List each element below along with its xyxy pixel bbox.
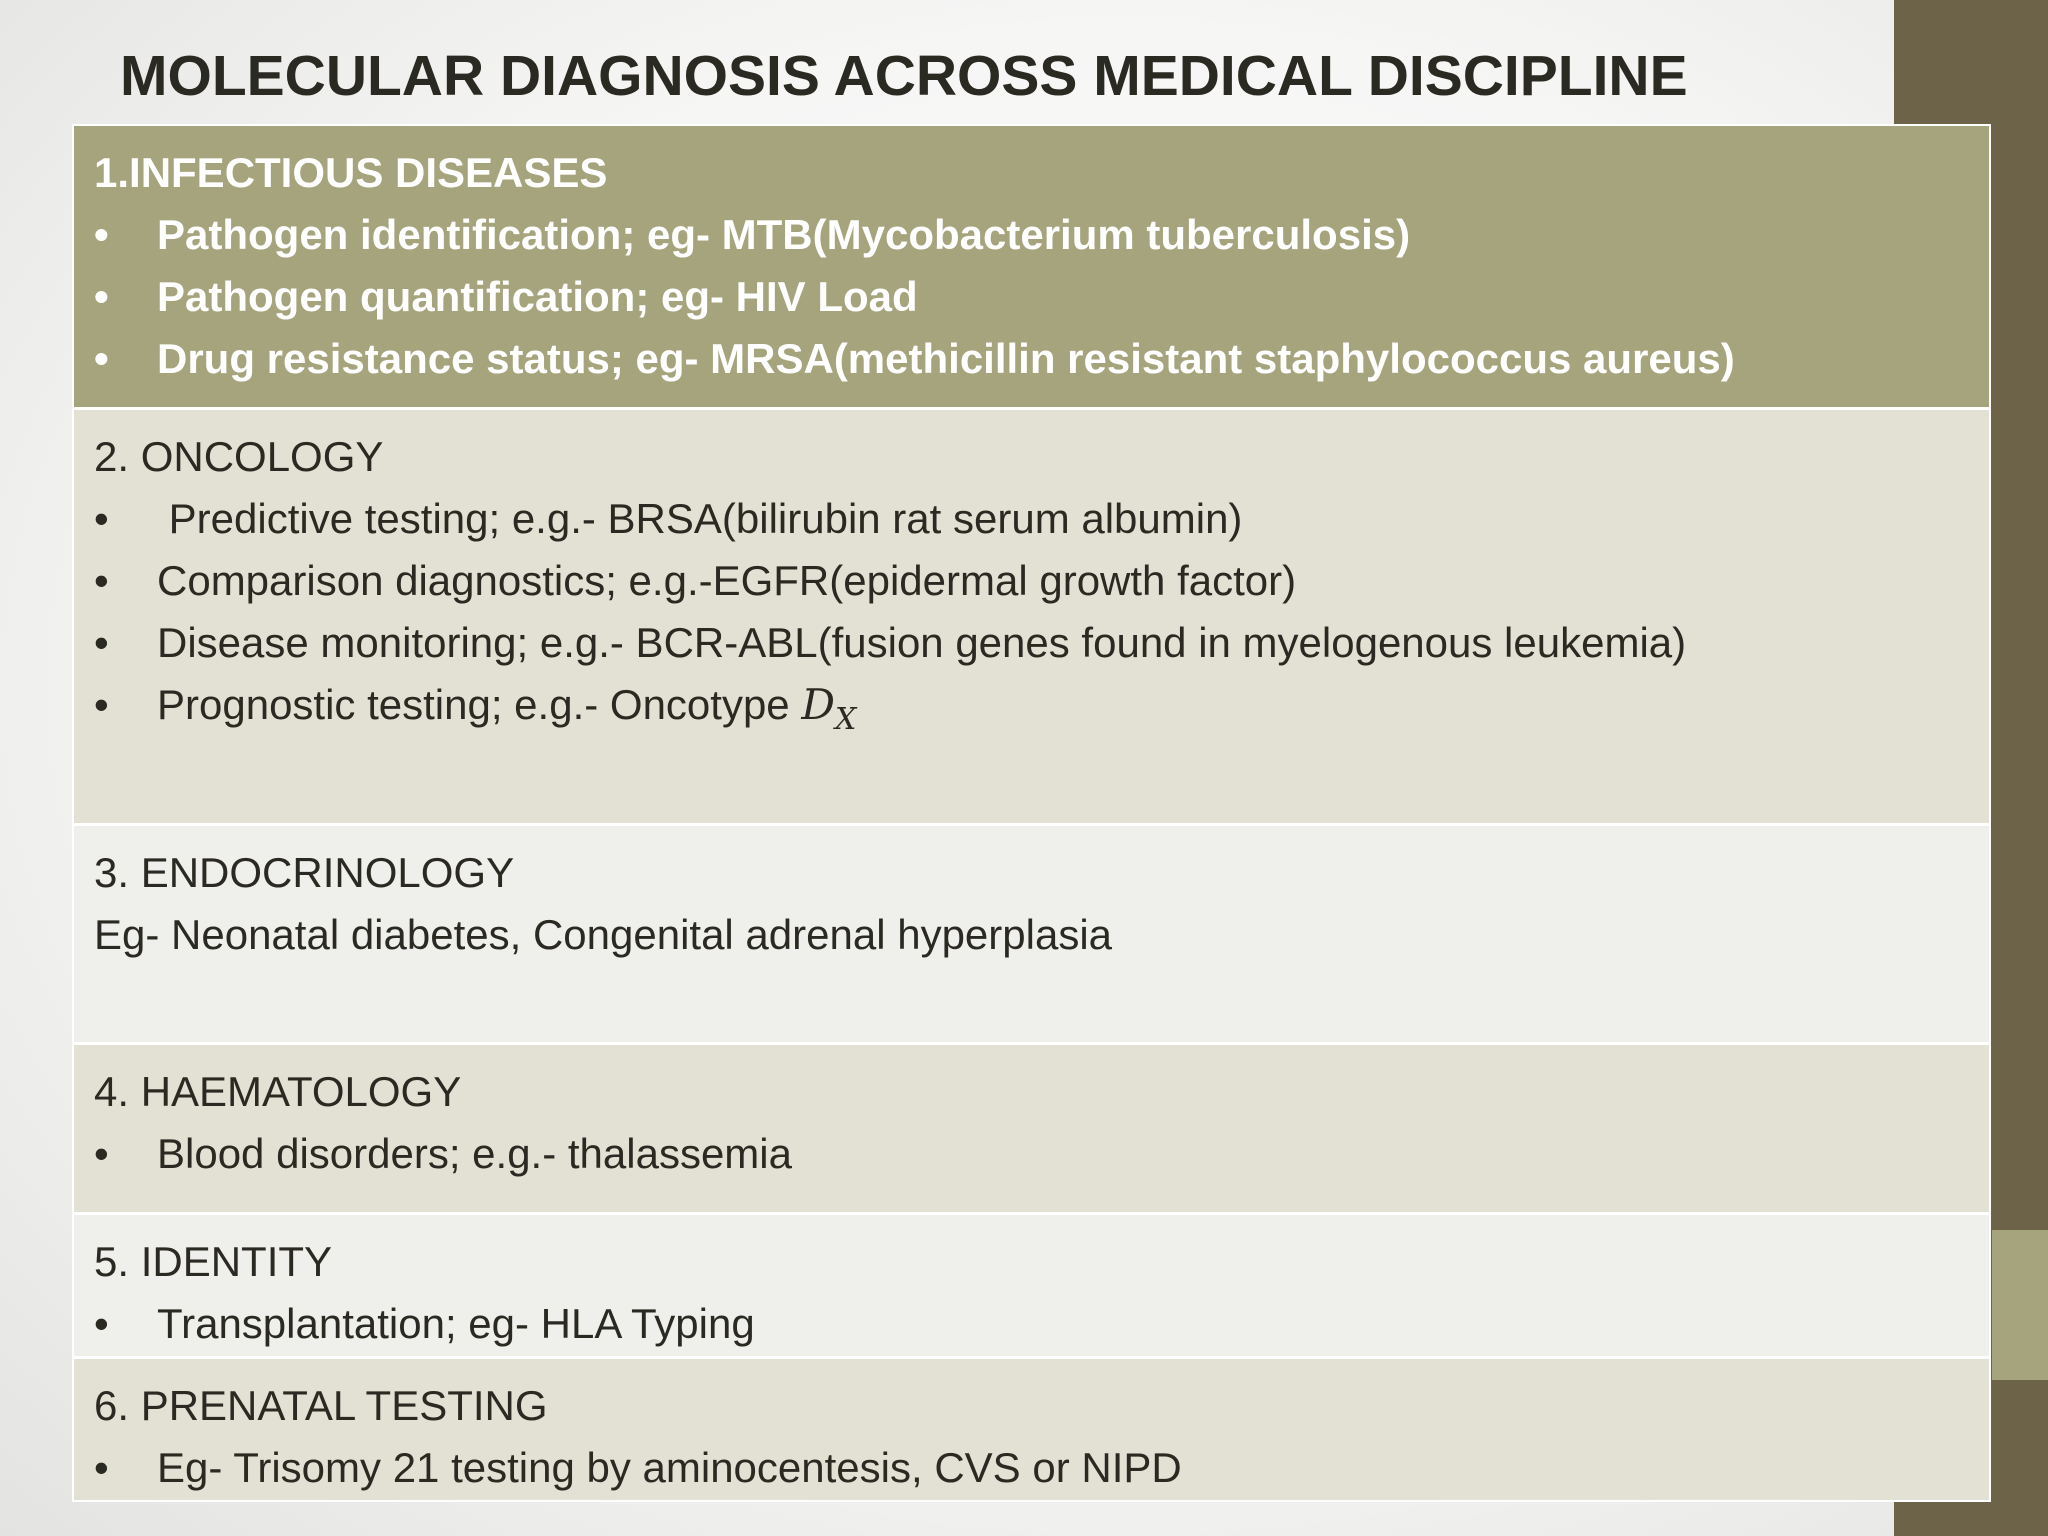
- row-heading: 5. IDENTITY: [94, 1238, 333, 1285]
- bullet-marker: •: [94, 211, 109, 258]
- list-item-text: Comparison diagnostics; e.g.-EGFR(epidermal growth factor): [157, 557, 1297, 604]
- list-item-text: Predictive testing; e.g.- BRSA(bilirubin rat serum albumin): [157, 495, 1243, 542]
- list-item-text: Eg- Trisomy 21 testing by aminocentesis, CVS or NIPD: [157, 1444, 1182, 1491]
- row-prenatal-testing: [74, 1356, 1989, 1500]
- row-endocrinology: [74, 823, 1989, 1042]
- discipline-table: [72, 124, 1991, 1502]
- row-haematology: [74, 1042, 1989, 1212]
- bullet-marker: •: [94, 1444, 109, 1491]
- oncotype-math-symbol: [801, 680, 857, 737]
- bullet-marker: •: [94, 681, 109, 728]
- list-item: [94, 204, 1969, 266]
- list-item: [94, 674, 1969, 736]
- row-heading: 1.INFECTIOUS DISEASES: [94, 149, 608, 196]
- row-heading: 2. ONCOLOGY: [94, 433, 384, 480]
- list-item: [94, 612, 1969, 674]
- row-heading: 3. ENDOCRINOLOGY: [94, 849, 515, 896]
- math-base: D: [801, 680, 836, 729]
- list-item-text: Drug resistance status; eg- MRSA(methicillin resistant staphylococcus aureus): [157, 335, 1735, 382]
- row-identity: [74, 1212, 1989, 1356]
- list-item: [94, 328, 1969, 390]
- list-item-text: Transplantation; eg- HLA Typing: [157, 1300, 755, 1347]
- slide-title: MOLECULAR DIAGNOSIS ACROSS MEDICAL DISCIPLINE: [120, 44, 1688, 108]
- bullet-marker: •: [94, 619, 109, 666]
- list-item-text: Blood disorders; e.g.- thalassemia: [157, 1130, 792, 1177]
- bullet-marker: •: [94, 557, 109, 604]
- list-item-text-prefix: Prognostic testing; e.g.- Oncotype: [157, 681, 802, 728]
- bullet-marker: •: [94, 1130, 109, 1177]
- row-heading: 6. PRENATAL TESTING: [94, 1382, 548, 1429]
- row-infectious-diseases: [74, 126, 1989, 407]
- bullet-marker: •: [94, 1300, 109, 1347]
- list-item-text: Pathogen identification; eg- MTB(Mycobacterium tuberculosis): [157, 211, 1411, 258]
- list-item: [94, 266, 1969, 328]
- bullet-marker: •: [94, 273, 109, 320]
- list-item: [94, 1293, 1969, 1355]
- list-item-text: Pathogen quantification; eg- HIV Load: [157, 273, 918, 320]
- row-heading: 4. HAEMATOLOGY: [94, 1068, 462, 1115]
- side-accent-block: [1992, 1230, 2048, 1380]
- math-subscript: X: [835, 702, 857, 737]
- list-item: [94, 1123, 1969, 1185]
- list-item: [94, 1437, 1969, 1499]
- row-text: Eg- Neonatal diabetes, Congenital adrenal hyperplasia: [94, 911, 1113, 958]
- list-item: [94, 550, 1969, 612]
- bullet-marker: •: [94, 335, 109, 382]
- row-oncology: [74, 407, 1989, 823]
- list-item-text: [157, 674, 856, 736]
- list-item-text: Disease monitoring; e.g.- BCR-ABL(fusion genes found in myelogenous leukemia): [157, 619, 1687, 666]
- list-item: [94, 488, 1969, 550]
- bullet-marker: •: [94, 495, 109, 542]
